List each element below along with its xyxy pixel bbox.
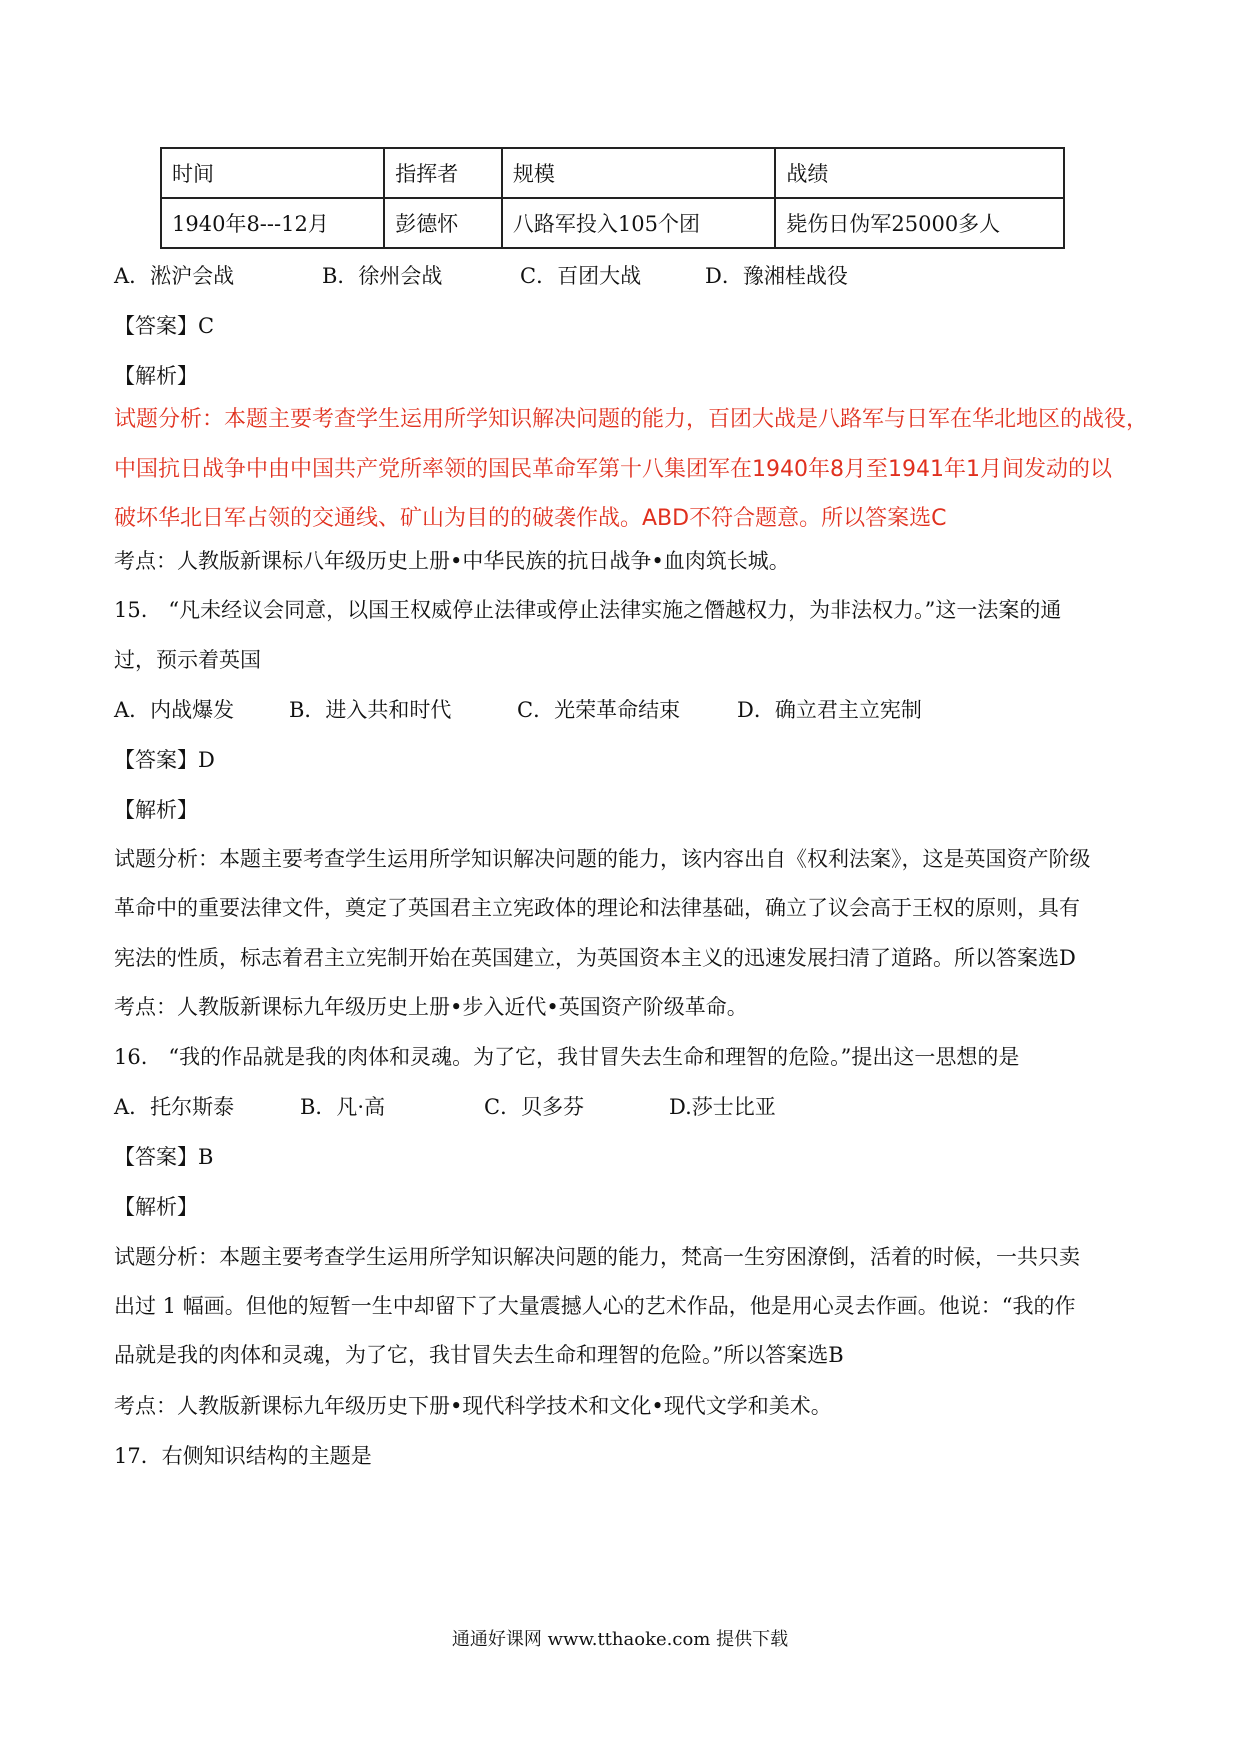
- option-c: C．光荣革命结束: [517, 698, 681, 722]
- table-cell: 彭德怀: [384, 198, 502, 248]
- question-stem: 17．右侧知识结构的主题是: [114, 1444, 372, 1468]
- option-d: D.莎士比亚: [669, 1095, 776, 1119]
- analysis-text-red: 破坏华北日军占领的交通线、矿山为目的的破袭作战。ABD不符合题意。所以答案选C: [114, 506, 947, 531]
- option-c: C．百团大战: [520, 264, 642, 288]
- table-header-cell: 指挥者: [384, 148, 502, 198]
- analysis-label: 【解析】: [114, 364, 198, 388]
- table-cell: 八路军投入105个团: [502, 198, 776, 248]
- knowledge-point: 考点：人教版新课标九年级历史下册•现代科学技术和文化•现代文学和美术。: [114, 1394, 832, 1418]
- analysis-label: 【解析】: [114, 1195, 198, 1219]
- table-cell: 1940年8---12月: [161, 198, 384, 248]
- analysis-text: 试题分析：本题主要考查学生运用所学知识解决问题的能力，梵高一生穷困潦倒，活着的时候，一共只卖: [114, 1245, 1080, 1269]
- question-stem: 16. “我的作品就是我的肉体和灵魂。为了它，我甘冒失去生命和理智的危险。”提出这一思想的是: [114, 1045, 1020, 1069]
- table-header-cell: 战绩: [775, 148, 1064, 198]
- option-a: A．内战爆发: [114, 698, 235, 722]
- answer-label: 【答案】D: [114, 748, 215, 772]
- question-stem: 过，预示着英国: [114, 648, 261, 672]
- table-header-cell: 规模: [502, 148, 776, 198]
- option-a: A．托尔斯泰: [114, 1095, 235, 1119]
- q15-options: [114, 695, 922, 725]
- table-cell: 毙伤日伪军25000多人: [775, 198, 1064, 248]
- answer-label: 【答案】C: [114, 314, 215, 338]
- analysis-text: 宪法的性质，标志着君主立宪制开始在英国建立，为英国资本主义的迅速发展扫清了道路。所以答案选D: [114, 946, 1076, 970]
- table-header-cell: 时间: [161, 148, 384, 198]
- analysis-text: 试题分析：本题主要考查学生运用所学知识解决问题的能力，该内容出自《权利法案》，这是英国资产阶级: [114, 847, 1091, 871]
- q16-options: [114, 1092, 776, 1122]
- option-b: B．徐州会战: [322, 264, 443, 288]
- q14-options: [114, 261, 848, 291]
- analysis-text-red: 中国抗日战争中由中国共产党所率领的国民革命军第十八集团军在1940年8月至1941年1月间发动的以: [114, 457, 1112, 482]
- option-c: C．贝多芬: [484, 1095, 585, 1119]
- option-d: D．确立君主立宪制: [737, 698, 922, 722]
- table-row: [161, 198, 1064, 248]
- knowledge-point: 考点：人教版新课标九年级历史上册•步入近代•英国资产阶级革命。: [114, 995, 748, 1019]
- option-b: B．凡·高: [300, 1095, 386, 1119]
- analysis-text: 革命中的重要法律文件，奠定了英国君主立宪政体的理论和法律基础，确立了议会高于王权的原则，具有: [114, 896, 1080, 920]
- table-header-row: [161, 148, 1064, 198]
- page-footer: 通通好课网 www.tthaoke.com 提供下载: [451, 1629, 789, 1650]
- option-d: D．豫湘桂战役: [705, 264, 848, 288]
- analysis-text: 品就是我的肉体和灵魂，为了它，我甘冒失去生命和理智的危险。”所以答案选B: [114, 1343, 844, 1367]
- analysis-text-red: 试题分析：本题主要考查学生运用所学知识解决问题的能力，百团大战是八路军与日军在华北地区的战役，: [114, 407, 1149, 432]
- analysis-text: 出过 1 幅画。但他的短暂一生中却留下了大量震撼人心的艺术作品，他是用心灵去作画。他说：“我的作: [114, 1294, 1076, 1318]
- question-stem: 15. “凡未经议会同意，以国王权威停止法律或停止法律实施之僭越权力，为非法权力。”这一法案的通: [114, 598, 1062, 622]
- knowledge-point: 考点：人教版新课标八年级历史上册•中华民族的抗日战争•血肉筑长城。: [114, 549, 790, 573]
- analysis-label: 【解析】: [114, 798, 198, 822]
- option-b: B．进入共和时代: [289, 698, 452, 722]
- answer-label: 【答案】B: [114, 1145, 214, 1169]
- battle-info-table: [160, 147, 1065, 249]
- option-a: A．淞沪会战: [114, 264, 235, 288]
